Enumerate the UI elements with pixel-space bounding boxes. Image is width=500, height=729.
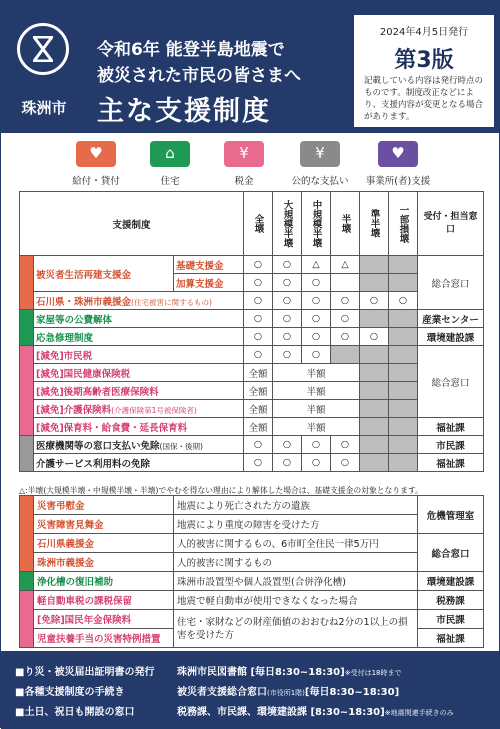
category-label: 税金: [234, 176, 254, 187]
tax-icon: ¥: [224, 141, 264, 167]
table-row: [免除]国民年金保険料 住宅・家財などの財産価値のおおむね2分の1以上の損害を受けた方 市民課: [20, 610, 484, 629]
table-row: 災害障害見舞金 地震により重度の障害を受けた方: [20, 515, 484, 534]
table-header-row: [20, 192, 484, 256]
table-row: 被災者生活再建支援金 基礎支援金 ○ ○ △ △ 総合窓口: [20, 256, 484, 274]
table-row: 浄化槽の復旧補助 珠洲市設置型や個人設置型(合併浄化槽) 環境建設課: [20, 572, 484, 591]
page-title: 主な支援制度: [97, 96, 271, 127]
table-row: 軽自動車税の課税保留 地震で軽自動車が使用できなくなった場合 税務課: [20, 591, 484, 610]
footer-row: ■り災・被災届出証明書の発行 珠洲市民図書館 [毎日8:30~18:30]※受付は18時まで: [15, 667, 402, 678]
col-header: 準半壊: [360, 192, 389, 256]
header-line-2: 被災された市民の皆さまへ: [97, 66, 301, 86]
table-row: 家屋等の公費解体 ○ ○ ○ ○ 産業センター: [20, 310, 484, 328]
edition-box: [354, 15, 494, 127]
category-label: 事業所(者)支援: [365, 176, 431, 187]
table-row: 加算支援金 ○ ○ ○: [20, 274, 484, 292]
table-row: 応急修理制度 ○ ○ ○ ○ ○ 環境建設課: [20, 328, 484, 346]
payment-icon: ¥: [300, 141, 340, 167]
col-header: 半壊: [331, 192, 360, 256]
category-label: 住宅: [160, 176, 180, 187]
table-row: 珠洲市義援金 人的被害に関するもの: [20, 553, 484, 572]
table-row: [減免]国民健康保険税 全額 半額: [20, 364, 484, 382]
hands-heart-icon: ♥: [76, 141, 116, 167]
category-label: 給付・貸付: [72, 176, 120, 187]
issue-date: 2024年4月5日発行: [379, 27, 469, 38]
table-row: [減免]保育料・給食費・延長保育料 全額 半額 福祉課: [20, 418, 484, 436]
category-business: [353, 141, 443, 189]
support-table: [19, 191, 484, 472]
table-row: 児童扶養手当の災害特例措置 福祉課: [20, 629, 484, 648]
footer-row: ■土日、祝日も開設の窓口 税務課、市民課、環境建設課 [8:30~18:30]※地震関連手続きのみ: [15, 707, 454, 718]
business-heart-icon: ♥: [378, 141, 418, 167]
table-row: 介護サービス利用料の免除 ○ ○ ○ ○ 福祉課: [20, 454, 484, 472]
table-row: 石川県・珠洲市義援金(住宅被害に関するもの) ○ ○ ○ ○ ○ ○: [20, 292, 484, 310]
category-payment: [275, 141, 365, 189]
city-logo: [9, 15, 79, 123]
col-header: 全壊: [244, 192, 273, 256]
header-line-1: 令和6年 能登半島地震で: [97, 40, 285, 60]
col-header: 一部損壊: [389, 192, 418, 256]
house-icon: ⌂: [150, 141, 190, 167]
table-row: 災害弔慰金 地震により死亡された方の遺族 危機管理室: [20, 496, 484, 515]
table-row: [減免]後期高齢者医療保険料 全額 半額: [20, 382, 484, 400]
city-emblem-icon: [17, 23, 69, 75]
table-row: 医療機関等の窓口支払い免除(国保・後期) ○ ○ ○ ○ 市民課: [20, 436, 484, 454]
city-name: 珠洲市: [21, 99, 67, 117]
footer-row: ■各種支援制度の手続き 被災者支援総合窓口(市役所1階)[毎日8:30~18:30]: [15, 687, 400, 698]
footer: [1, 651, 500, 729]
category-legend: [1, 141, 500, 189]
category-label: 公的な支払い: [291, 176, 349, 187]
col-header-system: 支援制度: [20, 192, 244, 256]
col-header: 大規模半壊: [273, 192, 302, 256]
edition-note: 記載している内容は発行時点のものです。制度改正などにより、支援内容が変更となる場合があります。: [364, 76, 484, 122]
header: [1, 1, 500, 133]
table-row: [減免]市民税 ○ ○ ○ 総合窓口: [20, 346, 484, 364]
table-row: [減免]介護保険料(介護保険第1号被保険者) 全額 半額: [20, 400, 484, 418]
other-support-table: [19, 495, 484, 648]
footnote: △:半壊(大規模半壊・中規模半壊・半壊)でやむを得ない理由により解体した場合は、基礎支援金の対象となります。: [19, 486, 423, 495]
col-header-office: 受付・担当窓口: [418, 192, 484, 256]
col-header: 中規模半壊: [302, 192, 331, 256]
table-row: 石川県義援金 人的被害に関するもの、6市町全住民一律5万円 総合窓口: [20, 534, 484, 553]
edition-label: 第3版: [394, 48, 454, 73]
